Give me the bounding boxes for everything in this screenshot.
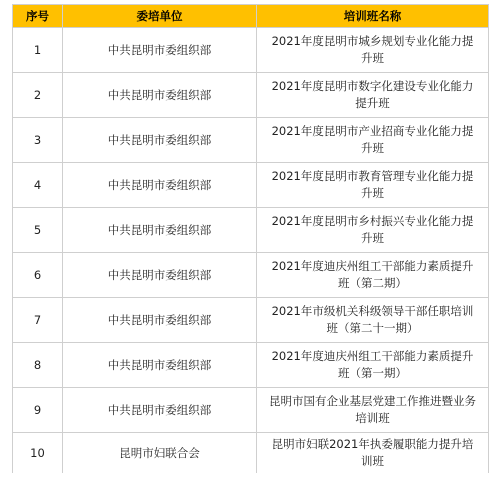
- serial-number-cell: 3: [13, 118, 63, 163]
- serial-number-cell: 5: [13, 208, 63, 253]
- unit-cell: 中共昆明市委组织部: [63, 388, 257, 433]
- table-row: [13, 343, 489, 388]
- unit-cell: 中共昆明市委组织部: [63, 73, 257, 118]
- header-serial-number: 序号: [13, 5, 63, 28]
- unit-cell: 中共昆明市委组织部: [63, 118, 257, 163]
- class-name-cell: 昆明市妇联2021年执委履职能力提升培训班: [257, 433, 489, 474]
- table-row: [13, 388, 489, 433]
- class-name-cell: 昆明市国有企业基层党建工作推进暨业务培训班: [257, 388, 489, 433]
- table-row: [13, 118, 489, 163]
- serial-number-cell: 9: [13, 388, 63, 433]
- table-row: [13, 73, 489, 118]
- table-row: [13, 163, 489, 208]
- class-name-cell: 2021年度迪庆州组工干部能力素质提升班（第一期）: [257, 343, 489, 388]
- training-table: [12, 4, 489, 473]
- serial-number-cell: 7: [13, 298, 63, 343]
- unit-cell: 中共昆明市委组织部: [63, 28, 257, 73]
- training-table-container: [12, 4, 488, 473]
- header-training-class-name: 培训班名称: [257, 5, 489, 28]
- table-body: [13, 28, 489, 474]
- class-name-cell: 2021年市级机关科级领导干部任职培训班（第二十一期）: [257, 298, 489, 343]
- serial-number-cell: 6: [13, 253, 63, 298]
- class-name-cell: 2021年度昆明市城乡规划专业化能力提升班: [257, 28, 489, 73]
- unit-cell: 中共昆明市委组织部: [63, 298, 257, 343]
- table-header: [13, 5, 489, 28]
- class-name-cell: 2021年度昆明市教育管理专业化能力提升班: [257, 163, 489, 208]
- serial-number-cell: 10: [13, 433, 63, 474]
- header-commissioning-unit: 委培单位: [63, 5, 257, 28]
- serial-number-cell: 8: [13, 343, 63, 388]
- unit-cell: 昆明市妇联合会: [63, 433, 257, 474]
- unit-cell: 中共昆明市委组织部: [63, 208, 257, 253]
- unit-cell: 中共昆明市委组织部: [63, 253, 257, 298]
- serial-number-cell: 1: [13, 28, 63, 73]
- table-row: [13, 298, 489, 343]
- table-row: [13, 28, 489, 73]
- serial-number-cell: 4: [13, 163, 63, 208]
- unit-cell: 中共昆明市委组织部: [63, 343, 257, 388]
- class-name-cell: 2021年度迪庆州组工干部能力素质提升班（第二期）: [257, 253, 489, 298]
- class-name-cell: 2021年度昆明市产业招商专业化能力提升班: [257, 118, 489, 163]
- unit-cell: 中共昆明市委组织部: [63, 163, 257, 208]
- class-name-cell: 2021年度昆明市乡村振兴专业化能力提升班: [257, 208, 489, 253]
- class-name-cell: 2021年度昆明市数字化建设专业化能力提升班: [257, 73, 489, 118]
- table-row: [13, 208, 489, 253]
- header-row: [13, 5, 489, 28]
- table-row: [13, 253, 489, 298]
- serial-number-cell: 2: [13, 73, 63, 118]
- table-row: [13, 433, 489, 474]
